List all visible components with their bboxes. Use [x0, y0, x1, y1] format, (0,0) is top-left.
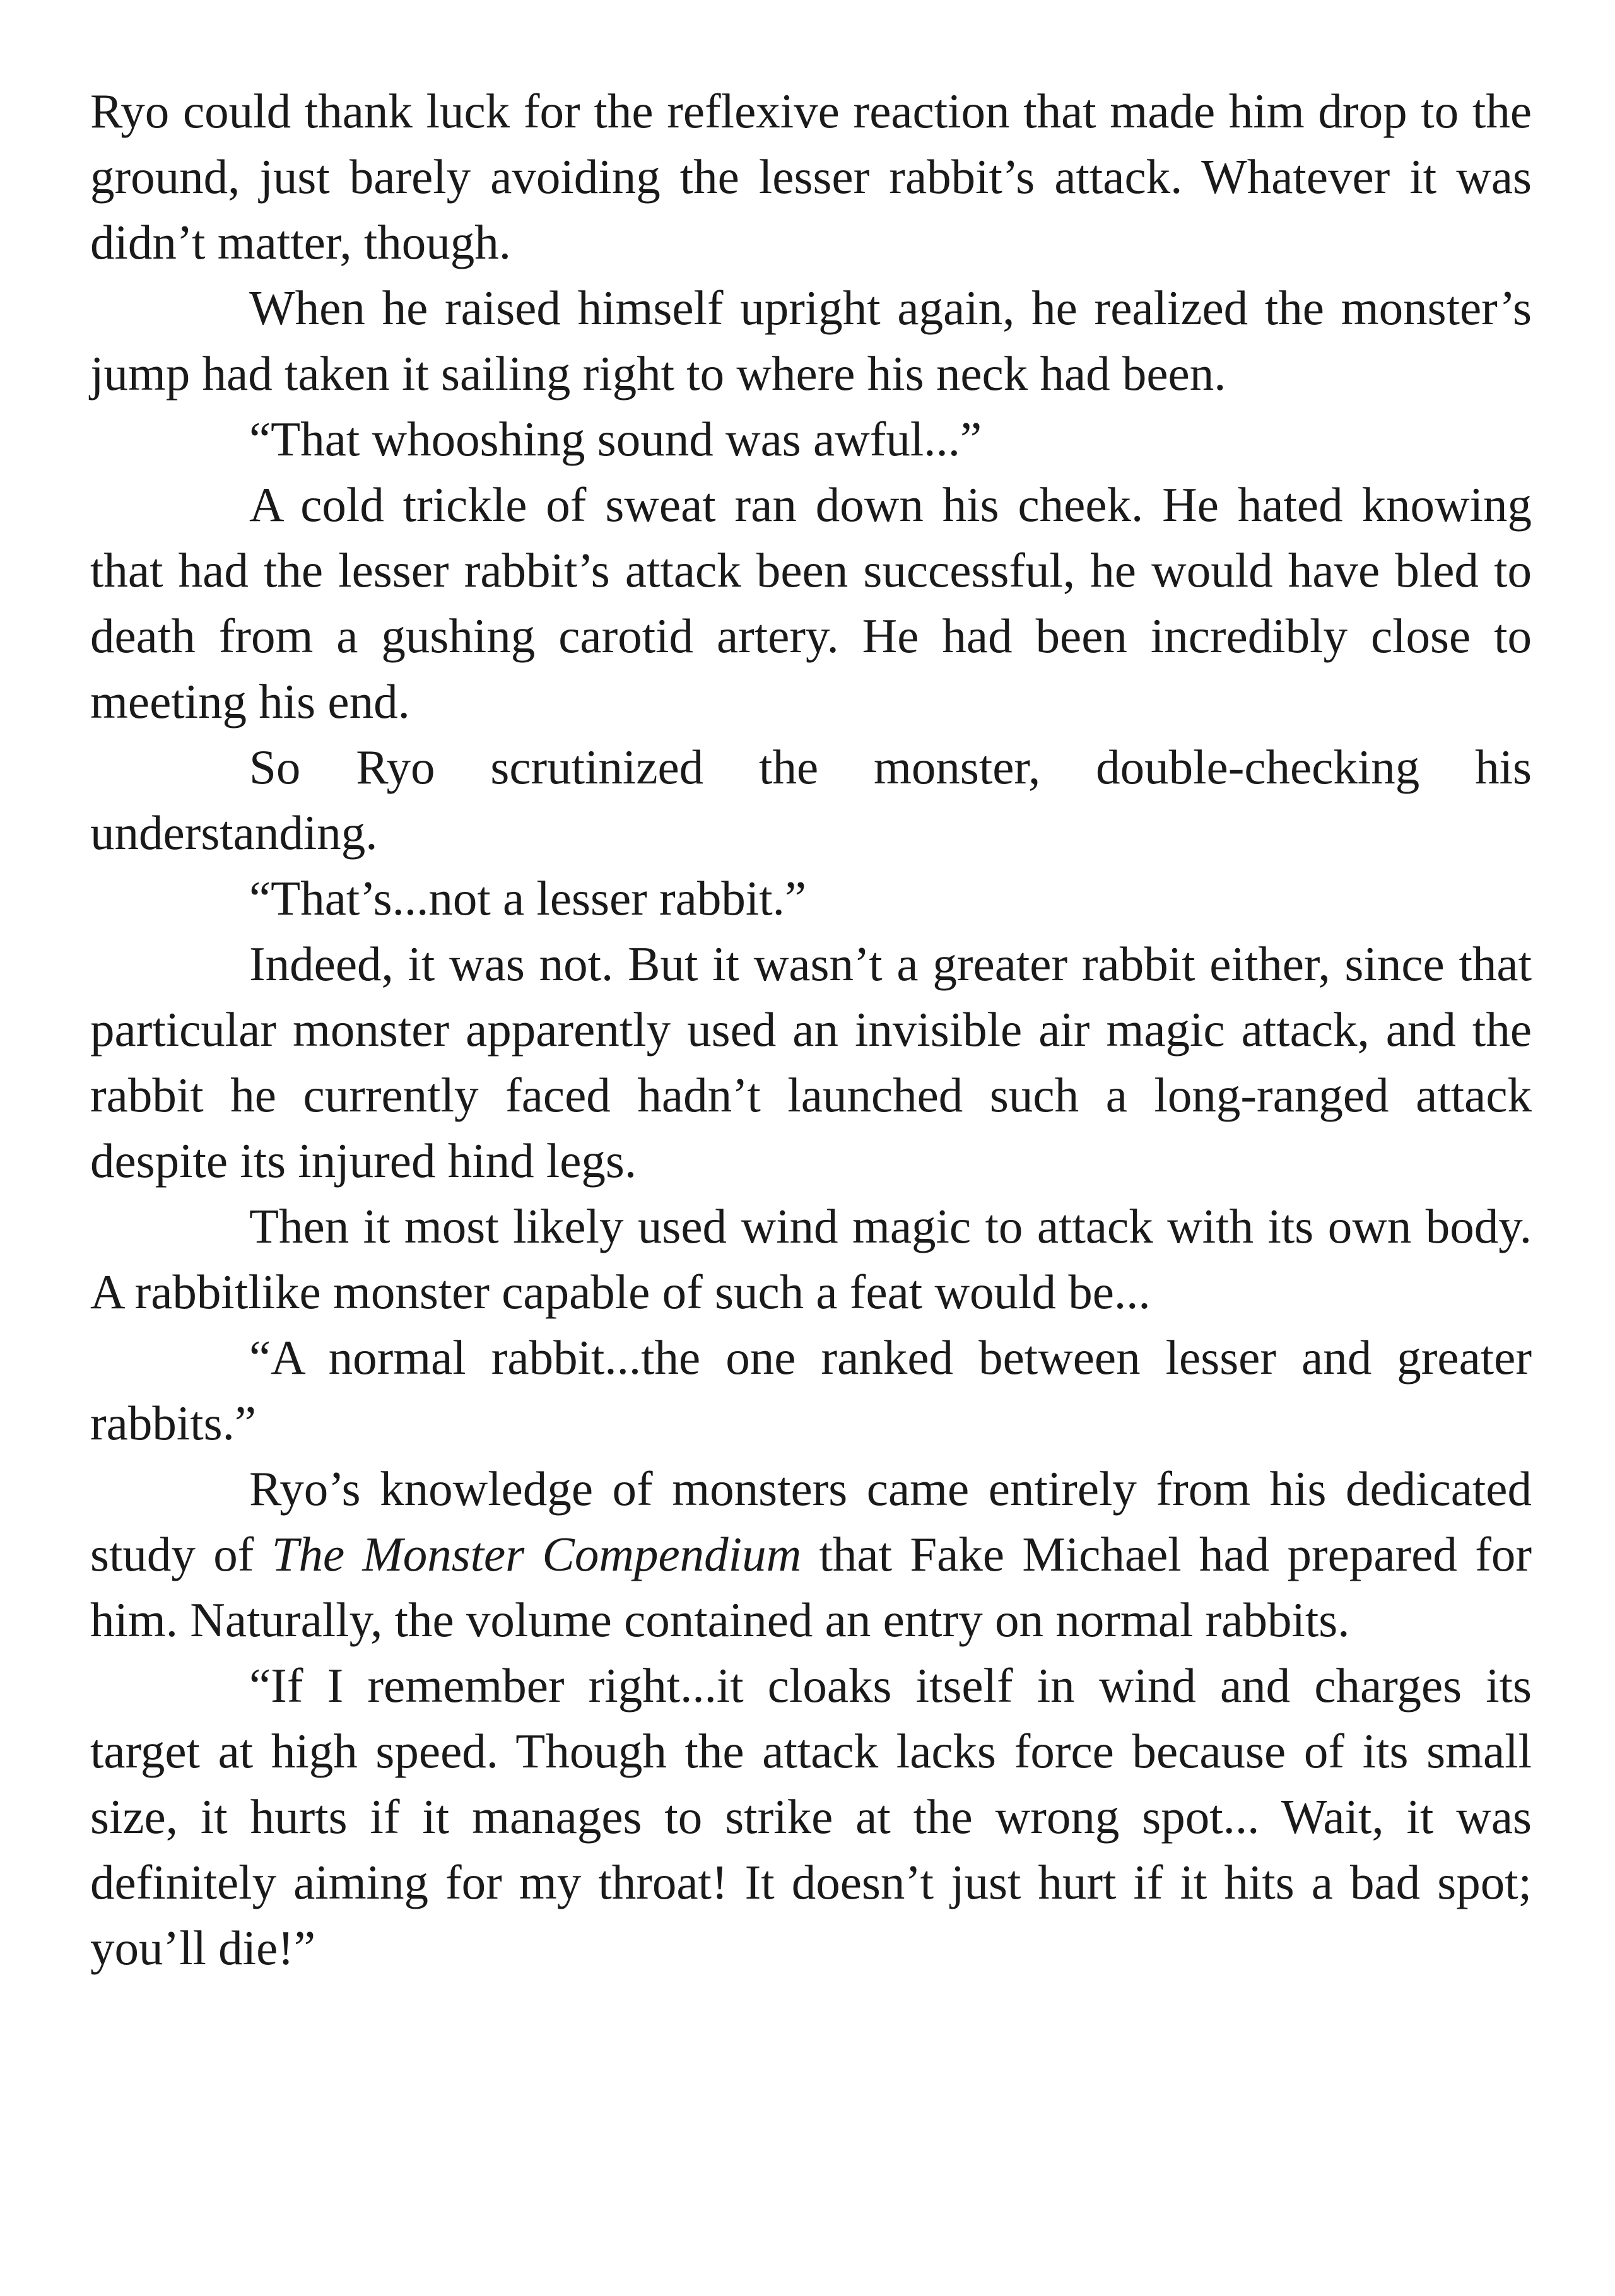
paragraph: Indeed, it was not. But it wasn’t a greater rabbit either, since that particular monster apparently used an invisible air magic attack, and the rabbit he currently faced hadn’t launched such a long-ranged attack despite its injured hind legs.	[90, 937, 1532, 1188]
book-title: The Monster Compendium	[271, 1527, 802, 1581]
paragraph: So Ryo scrutinized the monster, double-checking his understanding.	[90, 740, 1532, 860]
dialogue-paragraph: “If I remember right...it cloaks itself in wind and charges its target at high speed. Though the attack lacks force because of its small size, it hurts if it manages to strike at the wrong spot... Wait, it was definitely aiming for my throat! It doesn’t just hurt if it hits a bad spot; you’ll die!”	[90, 1658, 1532, 1975]
body-text	[90, 78, 1532, 1981]
paragraph: Then it most likely used wind magic to attack with its own body. A rabbitlike monster capable of such a feat would be...	[90, 1199, 1532, 1319]
text-span: that Fake Michael had prepared for him. Naturally, the volume contained an entry on normal rabbits.	[90, 1527, 1532, 1647]
paragraph: A cold trickle of sweat ran down his cheek. He hated knowing that had the lesser rabbit’s attack been successful, he would have bled to death from a gushing carotid artery. He had been incredibly close to meeting his end.	[90, 477, 1532, 729]
dialogue-paragraph: “That whooshing sound was awful...”	[249, 412, 982, 466]
dialogue-paragraph: “A normal rabbit...the one ranked between lesser and greater rabbits.”	[90, 1330, 1532, 1450]
dialogue-paragraph: “That’s...not a lesser rabbit.”	[249, 871, 807, 925]
text-span: Ryo’s knowledge of monsters came entirely from his dedicated study of	[90, 1461, 1532, 1581]
paragraph: When he raised himself upright again, he realized the monster’s jump had taken it sailing right to where his neck had been.	[90, 281, 1532, 401]
paragraph-with-book-title	[90, 1456, 1532, 1653]
paragraph: Ryo could thank luck for the reflexive reaction that made him drop to the ground, just barely avoiding the lesser rabbit’s attack. Whatever it was didn’t matter, though.	[90, 84, 1532, 269]
